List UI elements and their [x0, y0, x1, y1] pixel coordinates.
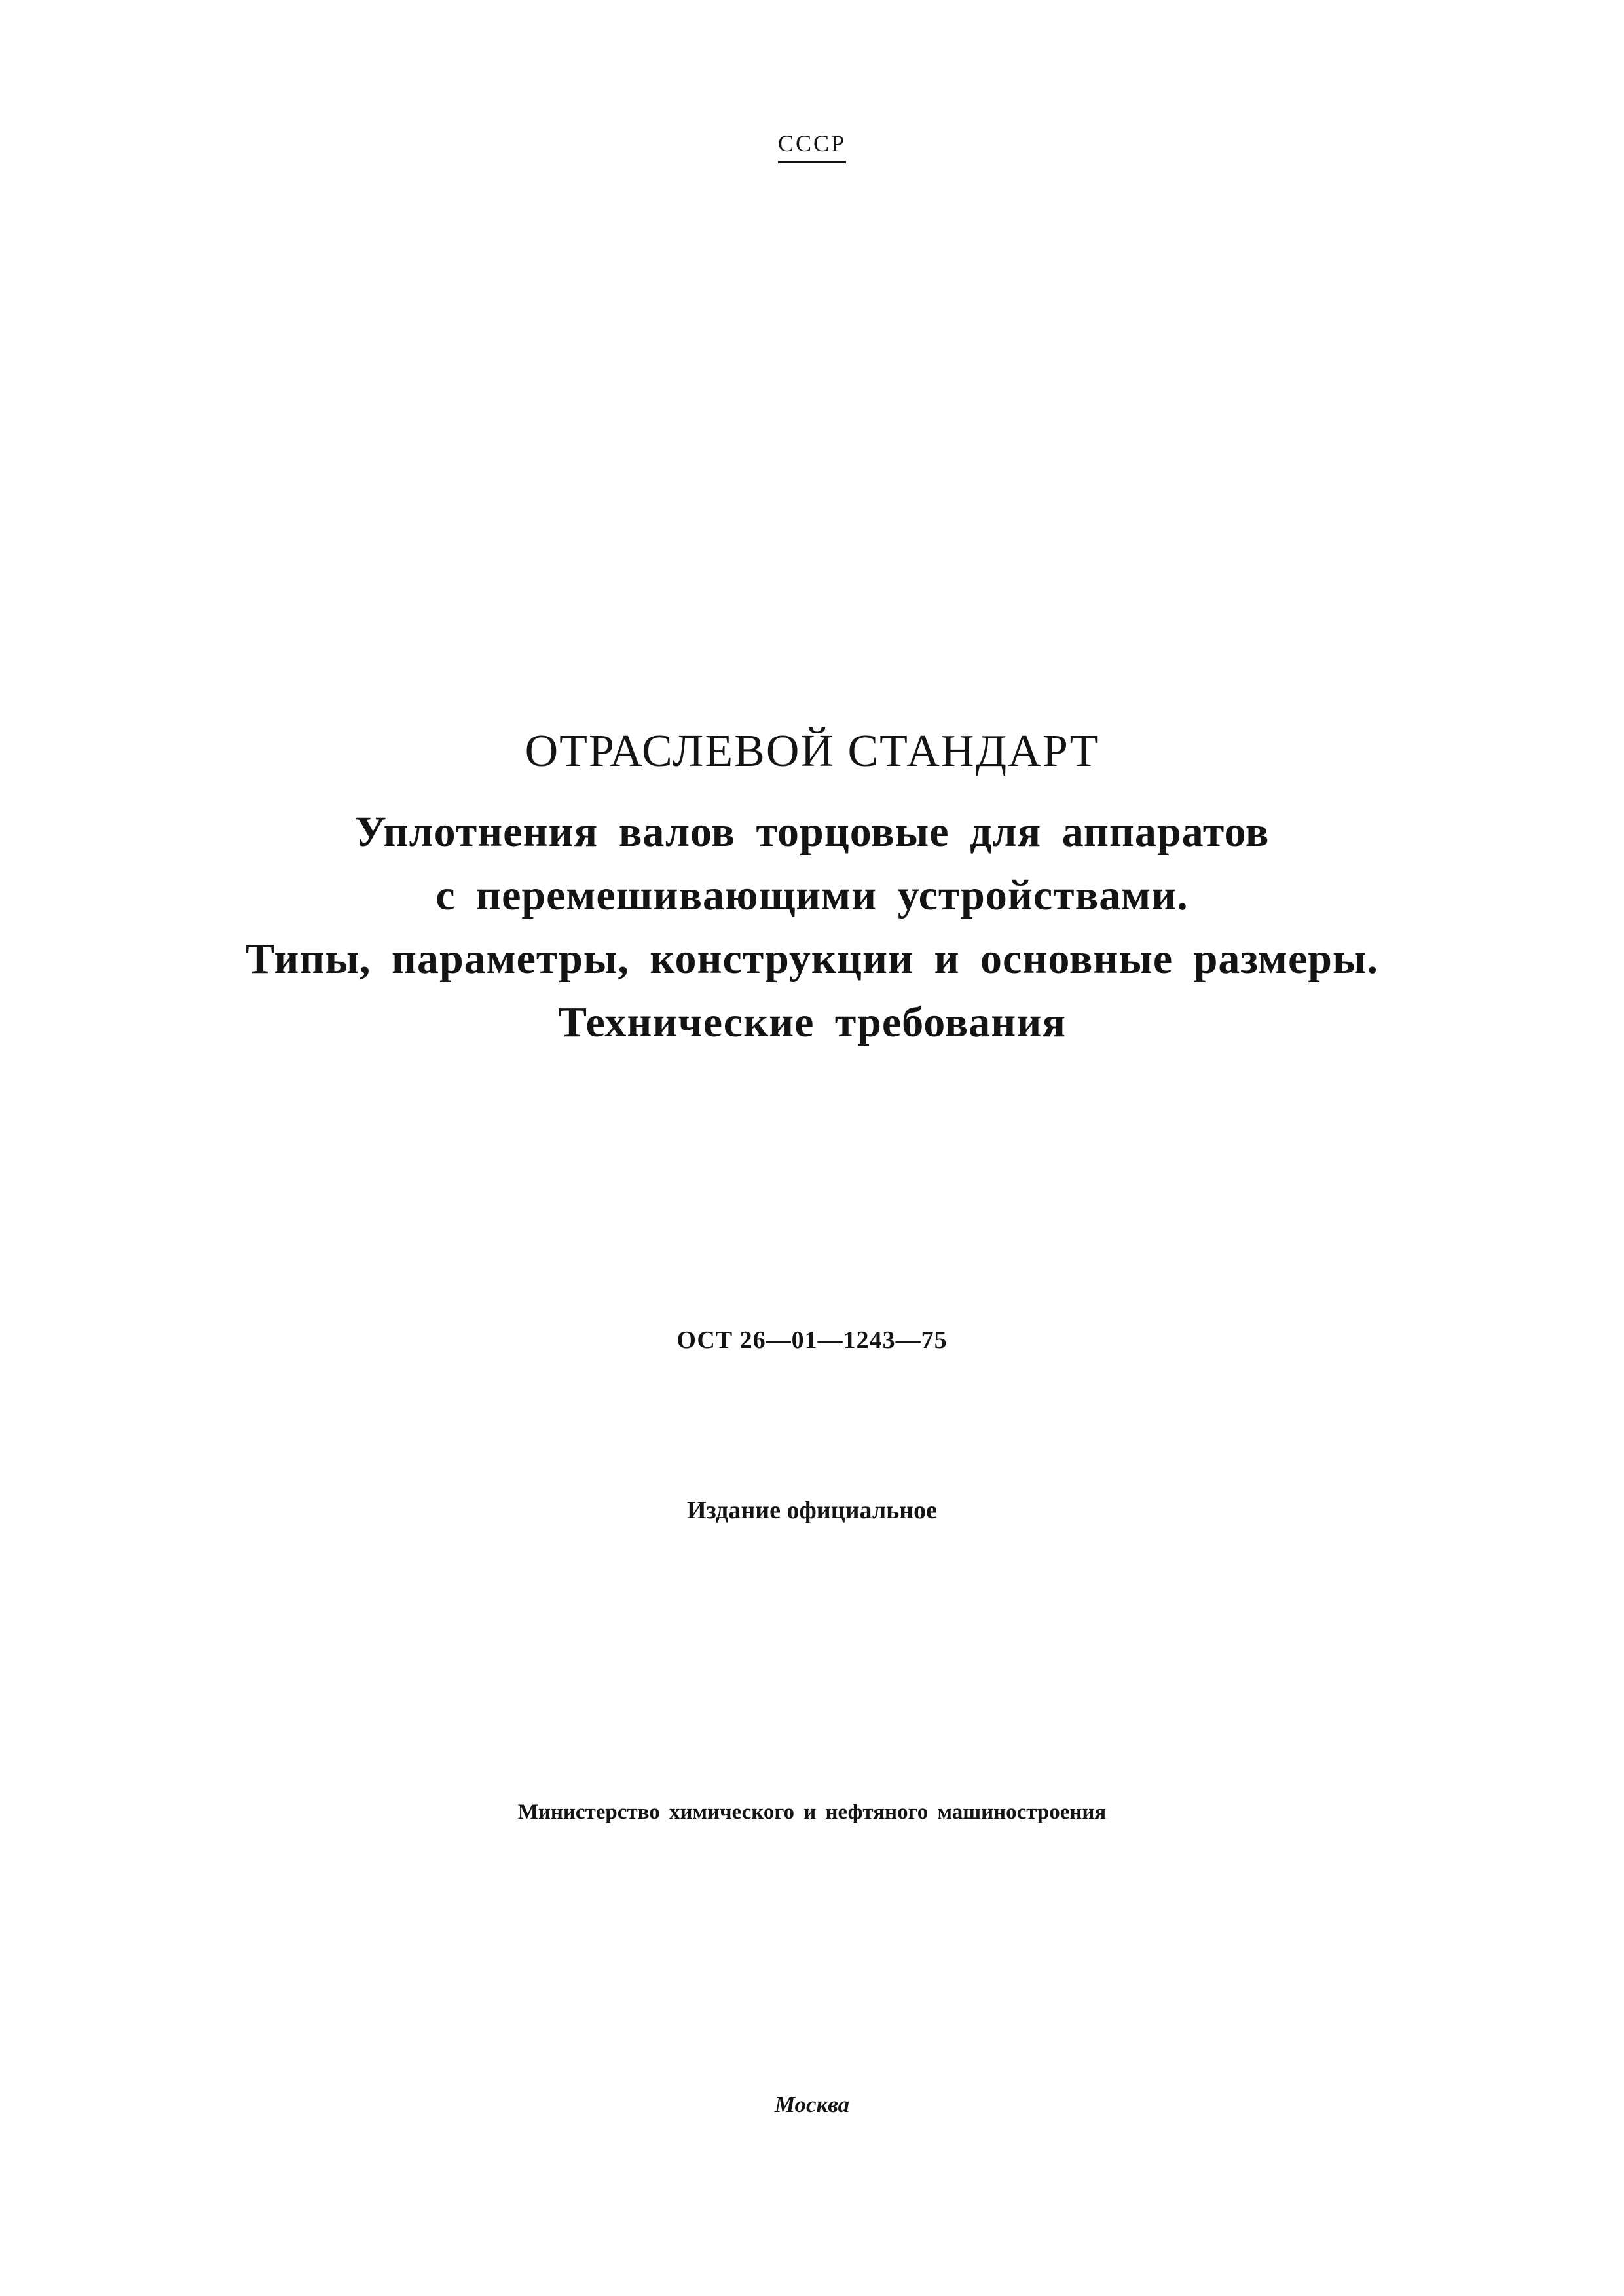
publication-city: Москва	[774, 2092, 850, 2117]
title-line: с перемешивающими устройствами.	[435, 871, 1189, 919]
country-label: СССР	[778, 130, 846, 163]
standard-title	[0, 800, 1624, 1054]
standard-designation: ОСТ 26—01—1243—75	[676, 1326, 948, 1354]
title-line: Типы, параметры, конструкции и основные размеры.	[245, 935, 1379, 983]
standard-type-heading: ОТРАСЛЕВОЙ СТАНДАРТ	[525, 726, 1099, 776]
edition-note: Издание официальное	[686, 1497, 937, 1524]
country-header	[0, 130, 1624, 163]
publisher-ministry: Министерство химического и нефтяного машиностроения	[517, 1800, 1107, 1824]
title-line: Технические требования	[557, 998, 1067, 1046]
title-line: Уплотнения валов торцовые для аппаратов	[354, 808, 1270, 856]
